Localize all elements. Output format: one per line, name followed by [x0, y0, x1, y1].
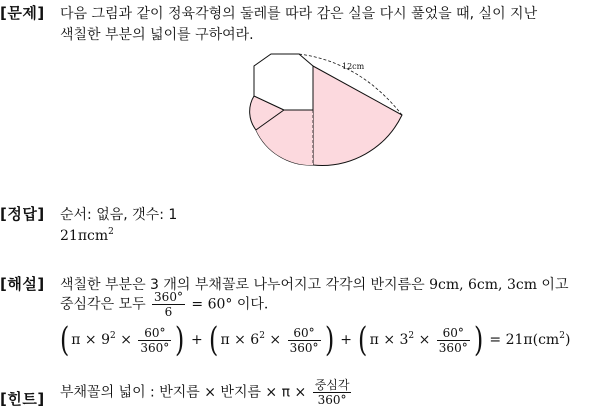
answer-value-text: 21πcm [60, 228, 109, 244]
term-3-fraction [437, 326, 470, 355]
problem-line-2: 색칠한 부분의 넓이를 구하여라. [60, 27, 254, 43]
central-angle-num: 360° [154, 290, 183, 304]
term-2-num: 60° [288, 326, 321, 341]
problem-line-1: 다음 그림과 같이 정육각형의 둘레를 따라 감은 실을 다시 풀었을 때, 실이 지난 [60, 6, 538, 22]
term-2-prefix: π × 6 [220, 332, 260, 348]
plus-2: + [340, 332, 352, 348]
term-2-fraction [288, 326, 321, 355]
term-2-den: 360° [289, 340, 319, 355]
answer-tag: [정답] [0, 205, 45, 223]
equation-result-exp: 2 [559, 331, 565, 341]
length-label: 12cm [342, 62, 365, 71]
term-3-prefix: π × 3 [369, 332, 409, 348]
answer-value [60, 228, 114, 244]
plus-1: + [191, 332, 203, 348]
hint-fraction [313, 378, 352, 407]
term-3-num: 60° [437, 326, 470, 341]
hint-tag: [힌트] [0, 390, 45, 408]
term-1-fraction [138, 326, 171, 355]
answer-line-1: 순서: 없음, 갯수: 1 [60, 207, 178, 223]
term-1-exp: 2 [110, 331, 116, 341]
equation-result-close: ) [564, 332, 571, 348]
answer-value-exp: 2 [108, 227, 114, 237]
explanation-line-1-c: 이고 [536, 277, 569, 293]
term-3-den: 360° [438, 340, 468, 355]
explanation-line-2 [60, 290, 268, 319]
hint-frac-den: 360° [317, 393, 347, 407]
hint-frac-num: 중심각 [314, 378, 350, 392]
explanation-line-2-a: 중심각은 모두 [60, 296, 151, 313]
explanation-line-2-b: = 60° 이다. [191, 296, 269, 313]
term-1-num: 60° [138, 326, 171, 341]
explanation-equation: ( $\pi \times 9^2$ × $\frac{60^\circ}{360^\circ}$ ) + ( $\pi \times 6^2$ × $\frac{60^\circ}{360^\circ}$ ) + ( $\pi \times 3^2$ × $\frac{60^\circ}{360^\circ}$ ) = $21\pi(cm^2)$ [59, 320, 571, 360]
explanation-line-1-a: 색칠한 부분은 3 개의 부채꼴로 나누어지고 각각의 반지름은 [60, 277, 430, 293]
hexagon-sector-figure [244, 46, 424, 176]
explanation-radii: 9cm, 6cm, 3cm [429, 277, 537, 293]
term-3-exp: 2 [408, 331, 415, 341]
problem-tag: [문제] [0, 4, 45, 22]
term-1-den: 360° [140, 340, 170, 355]
equation-result: = 21π(cm [489, 332, 560, 348]
explanation-tag: [해설] [0, 275, 45, 293]
central-angle-fraction [152, 290, 185, 319]
sector-radius-9 [313, 66, 402, 165]
central-angle-den: 6 [164, 305, 173, 319]
term-2-exp: 2 [259, 331, 265, 341]
term-1-prefix: π × 9 [71, 332, 111, 348]
hint-text: 부채꼴의 넓이 : 반지름 × 반지름 × π × [60, 384, 311, 401]
hint-line [60, 378, 353, 407]
